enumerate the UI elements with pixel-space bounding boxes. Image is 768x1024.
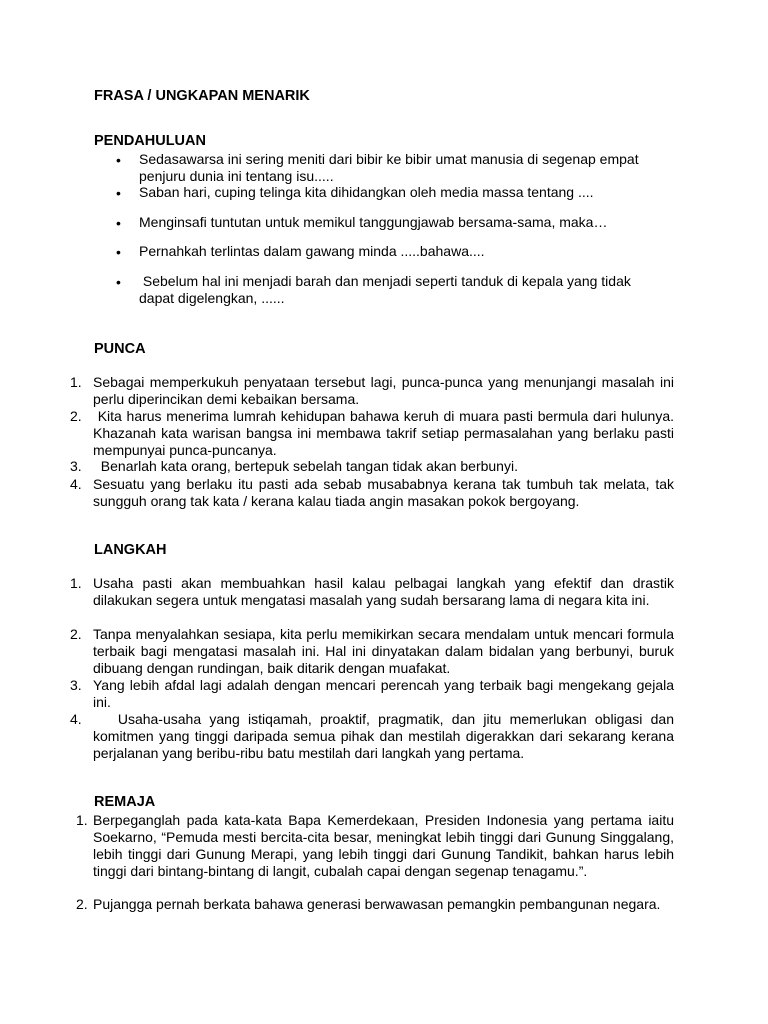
list-item: Sebagai memperkukuh penyataan tersebut lagi, punca-punca yang menunjangi masalah ini perlu diperincikan demi kebaikan bersama.	[93, 374, 674, 407]
list-number: 4.	[70, 711, 82, 727]
list-number: 1.	[76, 812, 88, 828]
list-number: 4.	[70, 476, 82, 492]
list-number: 2.	[70, 626, 82, 642]
list-item: Saban hari, cuping telinga kita dihidangkan oleh media massa tentang ....	[139, 184, 594, 200]
list-number: 2.	[70, 408, 82, 424]
section-heading-langkah: LANGKAH	[94, 542, 167, 558]
list-item: Sesuatu yang berlaku itu pasti ada sebab musababnya kerana tak tumbuh tak melata, tak sungguh orang tak kata / kerana kalau tiada angin masakan pokok bergoyang.	[93, 476, 674, 509]
list-item: Tanpa menyalahkan sesiapa, kita perlu memikirkan secara mendalam untuk mencari formula terbaik bagi mengatasi masalah ini. Hal ini dinyatakan dalam bidalan yang berbunyi, buruk dibuang dengan rundingan, baik ditarik dengan muafakat.	[93, 626, 674, 676]
list-item: Pernahkah terlintas dalam gawang minda .....bahawa....	[139, 243, 485, 259]
list-item: Menginsafi tuntutan untuk memikul tanggungjawab bersama-sama, maka…	[139, 214, 608, 230]
bullet: •	[116, 215, 121, 231]
list-item: Berpeganglah pada kata-kata Bapa Kemerdekaan, Presiden Indonesia yang pertama iaitu Soekarno, “Pemuda mesti bercita-cita besar, meningkat lebih tinggi dari Gunung Singgalang, lebih tinggi dari Gunung Merapi, yang lebih tinggi dari Gunung Tandikit, bahkan harus lebih tinggi dari bintang-bintang di langit, cubalah capai dengan segenap tenagamu.”.	[93, 812, 674, 879]
list-item: Pujangga pernah berkata bahawa generasi berwawasan pemangkin pembangunan negara.	[93, 896, 661, 912]
bullet: •	[116, 274, 121, 290]
section-heading-pendahuluan: PENDAHULUAN	[94, 133, 206, 149]
list-item: Benarlah kata orang, bertepuk sebelah tangan tidak akan berbunyi.	[93, 458, 518, 474]
list-number: 3.	[70, 458, 82, 474]
bullet: •	[116, 152, 121, 168]
list-number: 2.	[76, 896, 88, 912]
document-title: FRASA / UNGKAPAN MENARIK	[94, 88, 310, 104]
list-item: Usaha-usaha yang istiqamah, proaktif, pragmatik, dan jitu memerlukan obligasi dan komitmen yang tinggi daripada semua pihak dan mestilah digerakkan dari sekarang kerana perjalanan yang beribu-ribu batu mestilah dari langkah yang pertama.	[93, 711, 678, 761]
bullet: •	[116, 185, 121, 201]
section-heading-remaja: REMAJA	[94, 794, 156, 810]
list-item: Yang lebih afdal lagi adalah dengan mencari perencah yang terbaik bagi mengekang gejala ini.	[93, 677, 674, 710]
list-item: Usaha pasti akan membuahkan hasil kalau pelbagai langkah yang efektif dan drastik dilakukan segera untuk mengatasi masalah yang sudah bersarang lama di negara kita ini.	[93, 575, 674, 608]
list-number: 1.	[70, 575, 82, 591]
list-item: Sebelum hal ini menjadi barah dan menjadi seperti tanduk di kepala yang tidak dapat digelengkan, ......	[139, 273, 635, 306]
list-number: 1.	[70, 374, 82, 390]
bullet: •	[116, 244, 121, 260]
list-number: 3.	[70, 677, 82, 693]
list-item: Kita harus menerima lumrah kehidupan bahawa keruh di muara pasti bermula dari hulunya. Khazanah kata warisan bangsa ini membawa takrif setiap permasalahan yang berlaku pasti mempunyai punca-puncanya.	[93, 408, 678, 458]
section-heading-punca: PUNCA	[94, 341, 146, 357]
list-item: Sedasawarsa ini sering meniti dari bibir ke bibir umat manusia di segenap empat penjuru dunia ini tentang isu.....	[139, 151, 639, 184]
